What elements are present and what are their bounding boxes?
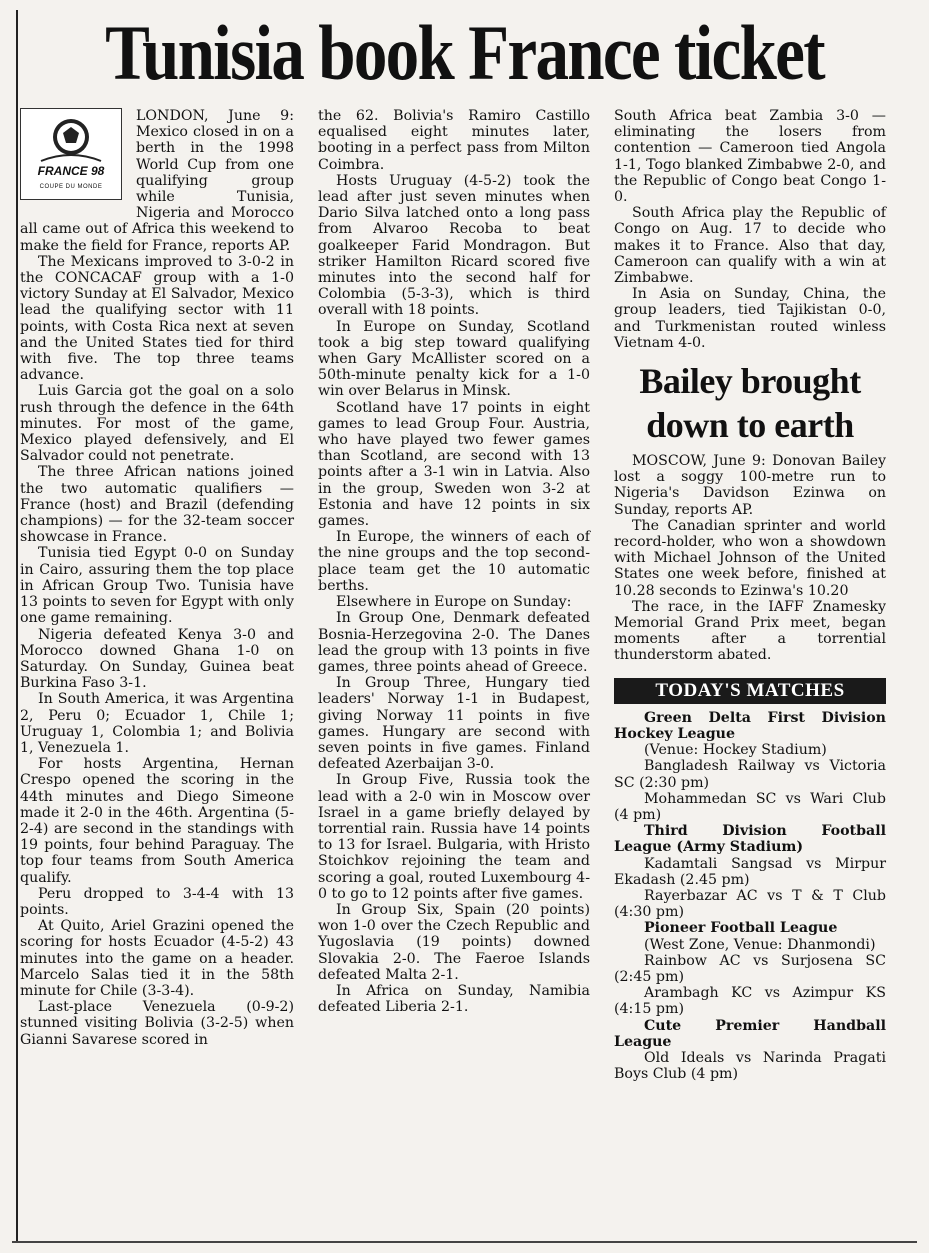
france98-logo bbox=[20, 108, 122, 200]
col2-paragraph: In Group Three, Hungary tied leaders' Norway 1-1 in Budapest, giving Norway 11 points in five games. Hungary are second with seven points in five games. Finland defeated Azerbaijan 3-0. bbox=[318, 675, 590, 773]
col1-paragraph: Last-place Venezuela (0-9-2) stunned visiting Bolivia (3-2-5) when Gianni Savarese scored in bbox=[20, 999, 294, 1048]
col1-paragraph: Peru dropped to 3-4-4 with 13 points. bbox=[20, 885, 294, 918]
col2-paragraph: Hosts Uruguay (4-5-2) took the lead after just seven minutes when Dario Silva latched onto a long pass from Alvaroo Recoba to beat goalkeeper Farid Mondragon. But striker Hamilton Ricard scored five minutes into the second half for Colombia (5-3-3), which is third overall with 18 points. bbox=[318, 172, 590, 319]
col2-paragraph: In Africa on Sunday, Namibia defeated Liberia 2-1. bbox=[318, 982, 590, 1016]
match-entry: Rainbow AC vs Surjosena SC (2:45 pm) bbox=[614, 952, 886, 985]
article-column-2 bbox=[318, 108, 590, 1015]
logo-subtitle: COUPE DU MONDE bbox=[39, 184, 103, 190]
col1-paragraph: The three African nations joined the two automatic qualifiers — France (host) and Brazil (defending champions) — for the 32-team soccer showcase in France. bbox=[20, 464, 294, 546]
col2-paragraph: In Group Five, Russia took the lead with a 2-0 win in Moscow over Israel in a game briefly delayed by torrential rain. Russia have 14 points to 13 for Israel. Bulgaria, with Hristo Stoichkov rejoining the team and scoring a goal, routed Luxembourg 4-0 to go to 12 points after five games. bbox=[318, 772, 590, 902]
match-entry: Rayerbazar AC vs T & T Club (4:30 pm) bbox=[614, 887, 886, 921]
todays-matches-header: TODAY'S MATCHES bbox=[614, 678, 886, 704]
page-headline: Tunisia book France ticket bbox=[105, 9, 824, 96]
match-entry: Arambagh KC vs Azimpur KS (4:15 pm) bbox=[614, 985, 886, 1018]
col2-paragraph: Scotland have 17 points in eight games to lead Group Four. Austria, who have played two fewer games than Scotland, are second with 13 points after a 3-1 win in Latvia. Also in the group, Sweden won 3-2 at Estonia and have 12 points in six games. bbox=[318, 399, 590, 530]
article-column-1 bbox=[20, 108, 294, 1048]
col1-paragraph: Luis Garcia got the goal on a solo rush through the defence in the 64th minutes. For most of the game, Mexico played defensively, and El Salvador could not penetrate. bbox=[20, 383, 294, 465]
match-entry: Old Ideals vs Narinda Pragati Boys Club (4 pm) bbox=[614, 1049, 886, 1083]
col2-paragraph: In Group One, Denmark defeated Bosnia-Herzegovina 2-0. The Danes lead the group with 13 points in five games, three points ahead of Greece. bbox=[318, 610, 590, 675]
col3-paragraph: South Africa play the Republic of Congo on Aug. 17 to decide who makes it to France. Also that day, Cameroon can qualify with a win at Zimbabwe. bbox=[614, 205, 886, 287]
bailey-headline: Bailey brought down to earth bbox=[639, 361, 861, 446]
col1-paragraph: The Mexicans improved to 3-0-2 in the CONCACAF group with a 1-0 victory Sunday at El Salvador, Mexico lead the qualifying sector with 11 points, with Costa Rica next at seven and the United States tied for third with five. The top three teams advance. bbox=[20, 253, 294, 384]
hockey-league-title: Green Delta First Division Hockey League bbox=[614, 709, 886, 742]
col2-paragraph: In Europe, the winners of each of the nine groups and the top second-place team get the 10 automatic berths. bbox=[318, 529, 590, 594]
football-league-title: Third Division Football League (Army Stadium) bbox=[614, 823, 886, 856]
col3-paragraph: In Asia on Sunday, China, the group leaders, tied Tajikistan 0-0, and Turkmenistan routed winless Vietnam 4-0. bbox=[614, 286, 886, 351]
col3-paragraph: South Africa beat Zambia 3-0 — eliminating the losers from contention — Cameroon tied Angola 1-1, Togo blanked Zimbabwe 2-0, and the Republic of Congo beat Congo 1-0. bbox=[614, 108, 886, 206]
bailey-paragraph: The race, in the IAFF Znamesky Memorial Grand Prix meet, began moments after a torrential thunderstorm abated. bbox=[614, 598, 886, 664]
col2-paragraph: Elsewhere in Europe on Sunday: bbox=[336, 594, 572, 611]
pioneer-league-title: Pioneer Football League bbox=[644, 920, 838, 937]
bailey-paragraph: The Canadian sprinter and world record-holder, who won a showdown with Michael Johnson of the United States one week before, finished at 10.28 seconds to Ezinwa's 10.20 bbox=[614, 517, 886, 599]
col1-paragraph: At Quito, Ariel Grazini opened the scoring for hosts Ecuador (4-5-2) 43 minutes into the game on a header. Marcelo Salas tied it in the 58th minute for Chile (3-3-4). bbox=[20, 918, 294, 999]
col2-paragraph: In Group Six, Spain (20 points) won 1-0 over the Czech Republic and Yugoslavia (19 points) downed Slovakia 2-0. The Faeroe Islands defeated Malta 2-1. bbox=[318, 901, 590, 983]
col1-paragraph: For hosts Argentina, Hernan Crespo opened the scoring in the 44th minutes and Diego Simeone made it 2-0 in the 46th. Argentina (5-2-4) are second in the standings with 19 points, four behind Paraguay. The top four teams from South America qualify. bbox=[20, 756, 294, 886]
col2-paragraph: the 62. Bolivia's Ramiro Castillo equalised eight minutes later, booting in a perfect pass from Milton Coimbra. bbox=[318, 108, 590, 173]
col1-paragraph: Nigeria defeated Kenya 3-0 and Morocco downed Ghana 1-0 on Saturday. On Sunday, Guinea beat Burkina Faso 3-1. bbox=[20, 626, 294, 692]
bailey-paragraph: MOSCOW, June 9: Donovan Bailey lost a soggy 100-metre run to Nigeria's Davidson Ezinwa on Sunday, reports AP. bbox=[614, 453, 886, 518]
article-column-3 bbox=[614, 108, 886, 1082]
logo-title: FRANCE 98 bbox=[37, 164, 105, 178]
match-entry: Kadamtali Sangsad vs Mirpur Ekadash (2.45 pm) bbox=[614, 855, 886, 888]
handball-league-title: Cute Premier Handball League bbox=[614, 1017, 886, 1050]
col2-paragraph: In Europe on Sunday, Scotland took a big step toward qualifying when Gary McAllister scored on a 50th-minute penalty kick for a 1-0 win over Belarus in Minsk. bbox=[318, 318, 590, 400]
col1-paragraph: Tunisia tied Egypt 0-0 on Sunday in Cairo, assuring them the top place in African Group Two. Tunisia have 13 points to seven for Egypt with only one game remaining. bbox=[20, 545, 294, 627]
col1-paragraph: In South America, it was Argentina 2, Peru 0; Ecuador 1, Chile 1; Uruguay 1, Colombia 1; and Bolivia 1, Venezuela 1. bbox=[20, 691, 294, 756]
col1-paragraph: LONDON, June 9: Mexico closed in on a berth in the 1998 World Cup from one qualifying group while Tunisia, Nigeria and Morocco all came out of Africa this weekend to make the field for France, reports AP. bbox=[20, 108, 294, 254]
match-entry: Mohammedan SC vs Wari Club (4 pm) bbox=[614, 790, 886, 823]
bottom-rule bbox=[12, 1241, 917, 1243]
match-entry: Bangladesh Railway vs Victoria SC (2:30 pm) bbox=[614, 758, 886, 791]
left-rule bbox=[16, 10, 18, 1242]
hockey-venue: (Venue: Hockey Stadium) bbox=[644, 742, 827, 759]
pioneer-venue: (West Zone, Venue: Dhanmondi) bbox=[644, 936, 876, 953]
